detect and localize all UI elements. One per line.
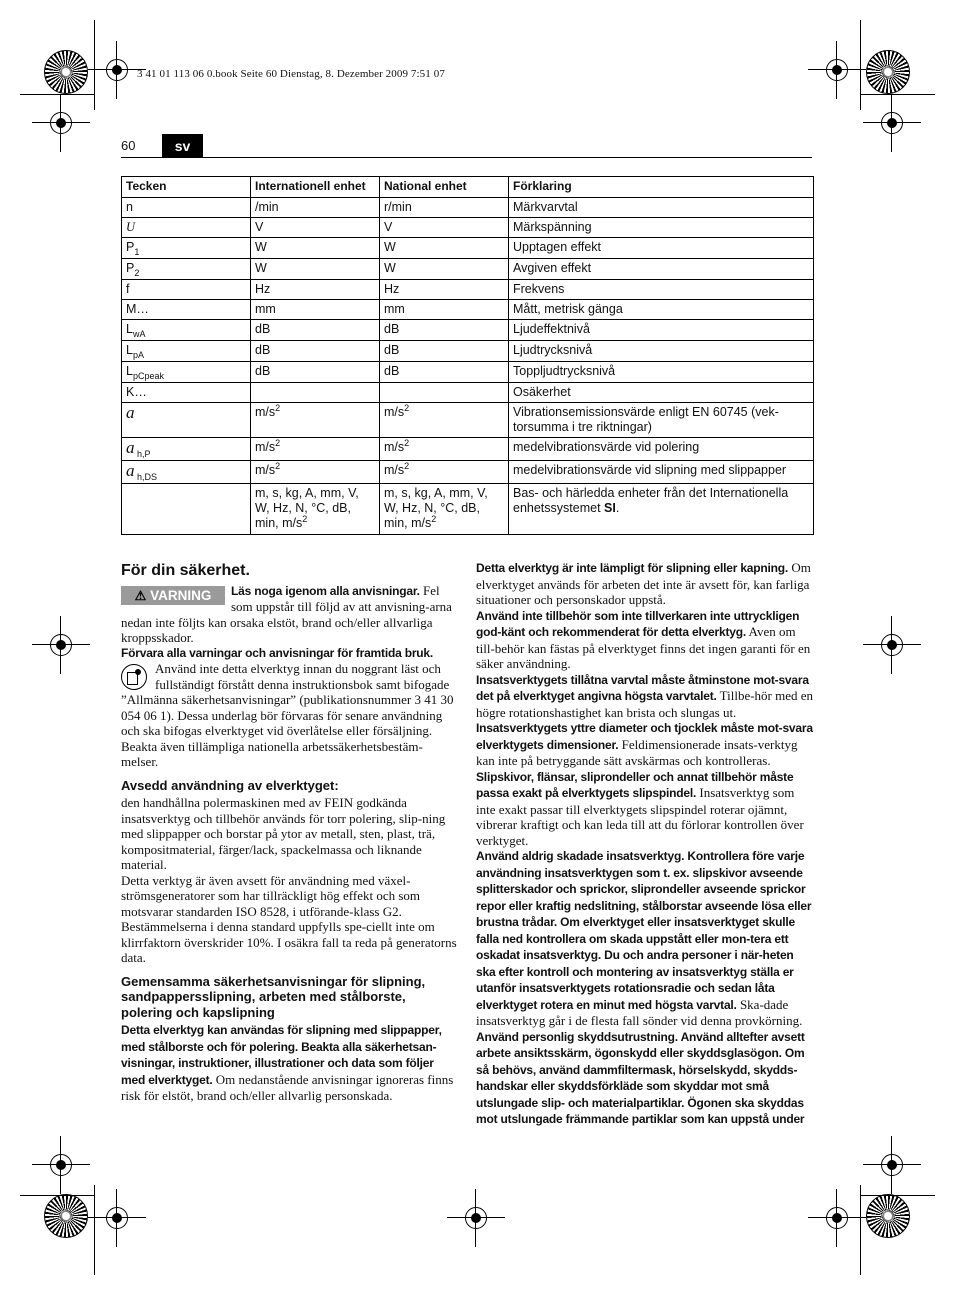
national-unit-text: V: [384, 220, 393, 234]
speed-text: Tillbe-hör med en högre rotationshastighet kan brista och slungas ut.: [476, 688, 814, 720]
cell-symbol: [122, 438, 251, 461]
explanation-text: medelvibrationsvärde vid polering: [513, 440, 700, 454]
national-unit-text: m/s: [384, 463, 405, 477]
cell-symbol: [122, 320, 251, 341]
symbol-subscript: pCpeak: [132, 371, 164, 381]
keep-instructions-text: Förvara alla varningar och anvisningar för framtida bruk.: [121, 645, 434, 660]
explanation-text: Toppljudtrycksnivå: [513, 364, 616, 378]
cell-symbol: [122, 198, 251, 218]
cell-explanation: [509, 280, 814, 300]
read-manual-icon: [121, 664, 147, 690]
table-row: [122, 461, 814, 484]
cell-explanation: [509, 403, 814, 438]
cell-international-unit: [251, 300, 380, 320]
trim-line: [860, 1195, 935, 1196]
international-unit-superscript: 2: [275, 438, 281, 448]
international-unit-text: dB: [255, 364, 271, 378]
international-unit-text: m/s: [255, 405, 276, 419]
symbol-text: M…: [126, 302, 149, 316]
symbol-text: n: [126, 200, 133, 214]
international-unit-text: dB: [255, 322, 271, 336]
cell-international-unit: [251, 461, 380, 484]
cell-international-unit: [251, 362, 380, 383]
diameter-paragraph: [476, 720, 814, 769]
column-header-symbol: Tecken: [122, 177, 251, 198]
cell-symbol: [122, 362, 251, 383]
cell-national-unit: [380, 438, 509, 461]
explanation-text: Avgiven effekt: [513, 261, 592, 275]
national-unit-text: m/s: [384, 405, 405, 419]
not-suitable-bold: Detta elverktyg är inte lämpligt för slipning eller kapning.: [476, 561, 789, 575]
cell-national-unit: [380, 238, 509, 259]
column-header-national-unit: National enhet: [380, 177, 509, 198]
national-unit-superscript: 2: [431, 514, 437, 524]
table-row: [122, 320, 814, 341]
explanation-text: Vibrationsemissionsvärde enligt EN 60745 (vek-torsumma i tre riktningar): [513, 405, 779, 434]
registration-rosette-bottom-right: [866, 1194, 910, 1238]
registration-rosette-bottom-left: [44, 1194, 88, 1238]
international-unit-text: dB: [255, 343, 271, 357]
symbol-text: a: [126, 438, 135, 457]
warning-bold-text: Läs noga igenom alla anvisningar.: [231, 583, 420, 598]
cell-explanation: [509, 300, 814, 320]
cell-explanation: [509, 218, 814, 238]
international-unit-text: V: [255, 220, 264, 234]
symbol-text: K…: [126, 385, 147, 399]
explanation-text: Bas- och härledda enheter från det Internationella enhetssystemet: [513, 486, 789, 515]
crosshair-mark: [877, 630, 907, 660]
symbol-text: U: [126, 220, 136, 234]
accessories-text: Aven om till-behör kan fästas på elverktyget finns det ingen garanti för en säker användning.: [476, 624, 811, 671]
table-row: [122, 238, 814, 259]
intended-use-heading: Avsedd användning av elverktyget:: [121, 777, 339, 793]
crosshair-mark: [46, 630, 76, 660]
national-unit-superscript: 2: [404, 461, 410, 471]
crosshair-mark: [102, 55, 132, 85]
common-safety-heading: Gemensamma säkerhetsanvisningar för slipning, sandpappersslipning, arbeten med stålborste, polering och kapslipning: [121, 973, 426, 1020]
column-header-international-unit: Internationell enhet: [251, 177, 380, 198]
national-unit-text: dB: [384, 364, 400, 378]
national-unit-text: r/min: [384, 200, 412, 214]
symbol-subscript: 2: [134, 268, 140, 278]
crosshair-mark: [46, 108, 76, 138]
diameter-bold: Insatsverktygets yttre diameter och tjocklek måste mot-svara elverktygets dimensioner.: [476, 721, 813, 752]
registration-rosette-top-right: [866, 50, 910, 94]
cell-explanation: [509, 198, 814, 218]
diameter-text: Feldimensionerade insats-verktyg kan inte på betryggande sätt avskärmas och kontrolleras.: [476, 736, 798, 768]
national-unit-text: dB: [384, 322, 400, 336]
explanation-text: Mått, metrisk gänga: [513, 302, 623, 316]
symbol-text: L: [126, 343, 133, 357]
explanation-text: Frekvens: [513, 282, 565, 296]
warning-badge: [121, 586, 225, 605]
symbol-text: L: [126, 364, 133, 378]
cell-national-unit: [380, 484, 509, 535]
fit-text: Insatsverktyg som inte exakt passar till elverktygets slipspindel roterar ojämnt, vibrerar kraftigt och kan leda till att du förlorar kontrollen över verktyget.: [476, 785, 804, 848]
national-unit-text: W: [384, 261, 396, 275]
cell-international-unit: [251, 198, 380, 218]
table-row: [122, 484, 814, 535]
cell-explanation: [509, 362, 814, 383]
crosshair-mark: [461, 1203, 491, 1233]
cell-international-unit: [251, 484, 380, 535]
national-unit-text: mm: [384, 302, 405, 316]
international-unit-text: Hz: [255, 282, 271, 296]
common-safety-paragraph: [121, 1022, 457, 1104]
trim-line: [94, 20, 95, 110]
crosshair-mark: [822, 1203, 852, 1233]
crosshair-mark: [46, 1150, 76, 1180]
cell-national-unit: [380, 403, 509, 438]
cell-explanation: [509, 461, 814, 484]
table-row: [122, 259, 814, 280]
cell-explanation: [509, 259, 814, 280]
cell-symbol: [122, 238, 251, 259]
cell-symbol: [122, 403, 251, 438]
explanation-text: Ljudtrycksnivå: [513, 343, 593, 357]
cell-symbol: [122, 280, 251, 300]
registration-rosette-top-left: [44, 50, 88, 94]
cell-explanation: [509, 383, 814, 403]
symbol-subscript: h,DS: [134, 472, 158, 482]
trim-line: [860, 94, 935, 95]
national-unit-superscript: 2: [404, 403, 410, 413]
table-row: [122, 280, 814, 300]
cell-international-unit: [251, 238, 380, 259]
national-unit-text: W: [384, 240, 396, 254]
cell-symbol: [122, 259, 251, 280]
explanation-text: Osäkerhet: [513, 385, 571, 399]
symbol-subscript: 1: [134, 247, 140, 257]
warning-label: VARNING: [150, 587, 212, 603]
left-column: [121, 560, 457, 1104]
table-row: [122, 198, 814, 218]
international-unit-text: mm: [255, 302, 276, 316]
cell-national-unit: [380, 259, 509, 280]
ppe-paragraph: [476, 1029, 814, 1128]
cell-national-unit: [380, 383, 509, 403]
trim-line: [860, 1185, 861, 1275]
manual-paragraph: Använd inte detta elverktyg innan du noggrant läst och fullständigt förstått denna instruktionsbok samt bifogade ”Allmänna säkerhetsanvisningar” (publikationsnummer 3 41 30 054 06 1). Dessa underlag bör förvaras för senare användning och ska bifogas elverktyget vid överlåtelse eller försäljning.: [121, 661, 454, 738]
cell-explanation: [509, 341, 814, 362]
national-unit-text: m/s: [384, 440, 405, 454]
international-unit-text: m/s: [255, 463, 276, 477]
trim-line: [94, 1185, 95, 1275]
cell-international-unit: [251, 320, 380, 341]
cell-explanation: [509, 484, 814, 535]
cell-symbol: [122, 341, 251, 362]
crosshair-mark: [102, 1203, 132, 1233]
trim-line: [20, 94, 95, 95]
cell-national-unit: [380, 362, 509, 383]
speed-bold: Insatsverktygets tillåtna varvtal måste åtminstone mot-svara det på elverktyget angivna högsta varvtalet.: [476, 672, 809, 703]
table-row: [122, 362, 814, 383]
international-unit-text: W: [255, 261, 267, 275]
national-unit-text: Hz: [384, 282, 400, 296]
symbol-table: [121, 176, 814, 535]
table-row: [122, 383, 814, 403]
not-suitable-paragraph: [476, 560, 814, 608]
cell-national-unit: [380, 461, 509, 484]
cell-national-unit: [380, 320, 509, 341]
damaged-bold: Använd aldrig skadade insatsverktyg. Kontrollera före varje användning insatsverktygen som t. ex. slipskivor avseende splitterskador och sprickor, sliprondeller avseende sprickor repor eller kraftig nedslitning, stålborstar avseende lösa eller brustna trådar. Om elverktyget eller insatsverktyget skulle falla ned kontrollera om skada uppstått eller mon-tera ett oskadat insatsverktyg. Du och andra personer i när-heten ska efter kontroll och montering av insatsverktyg ställa er utanför insatsverktygets rotationsradie och sedan låta elverktyget rotera en minut med högsta varvtal.: [476, 849, 812, 1012]
cell-international-unit: [251, 383, 380, 403]
symbol-text: f: [126, 282, 130, 296]
explanation-text: Upptagen effekt: [513, 240, 602, 254]
crosshair-mark: [877, 1150, 907, 1180]
table-row: [122, 300, 814, 320]
cell-international-unit: [251, 218, 380, 238]
table-row: [122, 218, 814, 238]
cell-symbol: [122, 218, 251, 238]
international-unit-superscript: 2: [275, 461, 281, 471]
cell-international-unit: [251, 403, 380, 438]
speed-paragraph: [476, 672, 814, 721]
crosshair-mark: [877, 108, 907, 138]
international-unit-text: m, s, kg, A, mm, V, W, Hz, N, °C, dB, min, m/s: [255, 486, 359, 530]
cell-explanation: [509, 320, 814, 341]
cell-explanation: [509, 438, 814, 461]
damaged-text: Ska-dade insatsverktyg går i de flesta fall sönder vid denna provkörning.: [476, 996, 803, 1028]
accessories-bold: Använd inte tillbehör som inte tillverkaren inte uttryckligen god-känt och rekommenderat för detta elverktyg.: [476, 608, 800, 639]
header-rule: [121, 157, 812, 158]
fit-bold: Slipskivor, flänsar, sliprondeller och annat tillbehör måste passa exakt på elverktygets slipspindel.: [476, 769, 794, 800]
generator-paragraph: Detta verktyg är även avsett för användning med växel-strömsgeneratorer som har tillräckligt hög effekt och som motsvarar standarden ISO 8528, i utförande-klass G2. Bestämmelserna i denna standard uppfylls spe-ciellt inte om klirrfaktorn överskrider 10%. I osäkra fall ta reda på generatorns data.: [121, 872, 457, 965]
international-unit-superscript: 2: [275, 403, 281, 413]
cell-national-unit: [380, 341, 509, 362]
explanation-bold-text: SI: [604, 501, 616, 515]
cell-symbol: [122, 461, 251, 484]
cell-symbol: [122, 383, 251, 403]
table-header-row: [122, 177, 814, 198]
table-row: [122, 438, 814, 461]
right-column: [476, 560, 814, 1128]
international-unit-text: /min: [255, 200, 279, 214]
intended-use-paragraph: den handhållna polermaskinen med av FEIN godkända insatsverktyg och tillbehör används för torr polering, slip-ning med slippapper och borstar på ytor av metall, sten, plast, trä, kompositmaterial, färger/lack, spackelmassa och liknande material.: [121, 795, 446, 872]
common-safety-text: Om nedanstående anvisningar ignoreras finns risk för elstöt, brand och/eller allvarlig personskada.: [121, 1071, 454, 1103]
symbol-text: a: [126, 461, 135, 480]
explanation-end-text: .: [615, 501, 620, 515]
symbol-text: P: [126, 261, 135, 275]
language-tab: sv: [162, 134, 203, 158]
symbol-text: a: [126, 403, 135, 422]
table-row: [122, 341, 814, 362]
explanation-text: Märkspänning: [513, 220, 592, 234]
cell-international-unit: [251, 259, 380, 280]
symbol-text: P: [126, 240, 135, 254]
cell-explanation: [509, 238, 814, 259]
cell-international-unit: [251, 438, 380, 461]
cell-national-unit: [380, 300, 509, 320]
national-unit-text: dB: [384, 343, 400, 357]
national-rules-paragraph: Beakta även tillämpliga nationella arbetssäkerhetsbestäm-melser.: [121, 738, 423, 769]
symbol-text: L: [126, 322, 133, 336]
table-row: [122, 403, 814, 438]
international-unit-superscript: 2: [302, 514, 308, 524]
file-info: 3 41 01 113 06 0.book Seite 60 Dienstag, 8. Dezember 2009 7:51 07: [137, 68, 445, 80]
trim-line: [860, 20, 861, 110]
symbol-subscript: h,P: [134, 449, 151, 459]
cell-national-unit: [380, 280, 509, 300]
crosshair-mark: [822, 55, 852, 85]
trim-line: [20, 1195, 95, 1196]
explanation-text: medelvibrationsvärde vid slipning med slippapper: [513, 463, 787, 477]
page-number: 60: [121, 138, 136, 153]
accessories-paragraph: [476, 608, 814, 672]
cell-symbol: [122, 300, 251, 320]
warning-text: Fel som uppstår till följd av att anvisning-arna nedan inte följts kan orsaka elstöt, brand och/eller allvarliga kroppsskador.: [121, 582, 452, 645]
cell-symbol: [122, 484, 251, 535]
cell-national-unit: [380, 198, 509, 218]
explanation-text: Märkvarvtal: [513, 200, 578, 214]
safety-heading: För din säkerhet.: [121, 562, 250, 579]
symbol-subscript: wA: [132, 329, 146, 339]
fit-paragraph: [476, 769, 814, 849]
common-safety-bold: Detta elverktyg kan användas för slipning med slippapper, med stålborste och för polering. Beakta alla säkerhetsan-visningar, instruktioner, illustrationer och data som följer med elverktyget.: [121, 1023, 442, 1087]
cell-international-unit: [251, 341, 380, 362]
not-suitable-text: Om elverktyget används för arbeten det inte är avsett för, kan farliga situationer och personskador uppstå.: [476, 560, 811, 607]
cell-international-unit: [251, 280, 380, 300]
column-header-explanation: Förklaring: [509, 177, 814, 198]
national-unit-superscript: 2: [404, 438, 410, 448]
warning-triangle-icon: ⚠: [134, 587, 147, 603]
damaged-paragraph: [476, 848, 814, 1029]
cell-national-unit: [380, 218, 509, 238]
international-unit-text: W: [255, 240, 267, 254]
ppe-bold: Använd personlig skyddsutrustning. Använd alltefter avsett arbete ansiktsskärm, ögonskydd eller skyddsglasögon. Om så behövs, använd dammfiltermask, hörselskydd, skydds-handskar eller skyddsförkläde som skyddar mot små utslungade slip- och materialpartiklar. Ögonen ska skyddas mot utslungade främmande partiklar som kan uppstå under: [476, 1029, 805, 1126]
international-unit-text: m/s: [255, 440, 276, 454]
national-unit-text: m, s, kg, A, mm, V, W, Hz, N, °C, dB, min, m/s: [384, 486, 488, 530]
symbol-subscript: pA: [132, 350, 144, 360]
explanation-text: Ljudeffektnivå: [513, 322, 590, 336]
